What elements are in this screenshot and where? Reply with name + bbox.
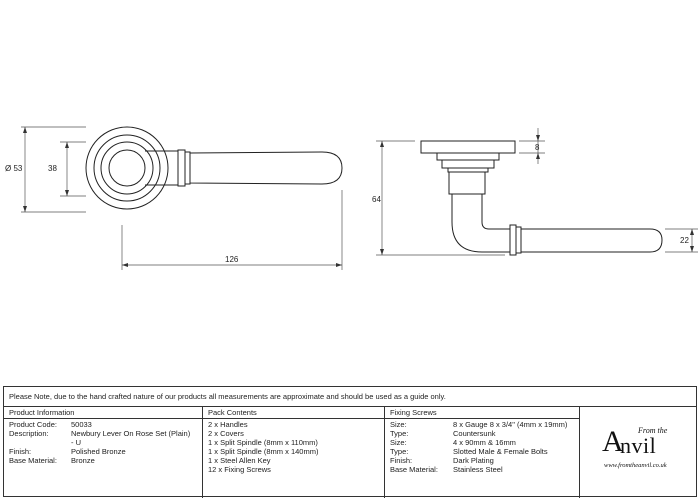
fixing-screws	[385, 407, 580, 498]
pack-item: 1 x Split Spindle (8mm x 140mm)	[208, 447, 319, 456]
spec-sheet	[3, 386, 697, 497]
fixing-row-label: Size:	[390, 438, 407, 447]
logo-word: nvil	[620, 433, 657, 458]
fixing-row-label: Size:	[390, 420, 407, 429]
product-row-label: Base Material:	[9, 456, 57, 465]
product-row-value: 50033	[71, 420, 92, 429]
dim-lever-height: 22	[680, 236, 689, 245]
pack-item: 12 x Fixing Screws	[208, 465, 271, 474]
pack-item: 1 x Split Spindle (8mm x 110mm)	[208, 438, 318, 447]
side-collar-ring	[516, 227, 521, 253]
logo-url: www.fromtheanvil.co.uk	[604, 462, 667, 469]
fixing-row	[390, 466, 579, 475]
side-view	[421, 141, 662, 255]
pack-item: 2 x Covers	[208, 429, 244, 438]
product-information	[4, 407, 203, 498]
product-row-value: Polished Bronze	[71, 447, 126, 456]
brand-logo-panel	[580, 407, 696, 498]
anvil-logo	[580, 421, 696, 481]
fixing-row-value: Stainless Steel	[453, 465, 503, 474]
dim-rose-diameter: Ø 53	[5, 164, 23, 173]
rose-mid-ring	[94, 135, 160, 201]
fixing-row-value: Dark Plating	[453, 456, 494, 465]
front-view	[86, 127, 342, 209]
dim-lever-length: 126	[225, 255, 239, 264]
neck-ring-small	[448, 168, 488, 172]
product-row-value: Bronze	[71, 456, 95, 465]
side-lever-handle	[521, 229, 662, 252]
product-row	[9, 457, 202, 466]
neck-ring	[442, 160, 494, 168]
rose-plate	[421, 141, 515, 153]
measurement-note: Please Note, due to the hand crafted nature of our products all measurements are approximate and should be used as a guide only.	[4, 387, 696, 407]
product-row-label: Product Code:	[9, 420, 57, 429]
fixing-row-value: Slotted Male & Female Bolts	[453, 447, 548, 456]
shank-upper	[449, 172, 485, 194]
product-row-value: Newbury Lever On Rose Set (Plain)	[71, 429, 191, 438]
side-collar	[510, 225, 516, 255]
pack-item: 2 x Handles	[208, 420, 248, 429]
pack-contents	[203, 407, 385, 498]
fixing-row-label: Type:	[390, 429, 409, 438]
fixing-row-label: Type:	[390, 447, 409, 456]
fixing-row-value: Countersunk	[453, 429, 496, 438]
product-row-label: Finish:	[9, 447, 32, 456]
pack-contents-heading: Pack Contents	[203, 407, 384, 419]
product-row	[9, 430, 202, 439]
fixing-row-value: 4 x 90mm & 16mm	[453, 438, 516, 447]
fixing-row-value: 8 x Gauge 8 x 3/4" (4mm x 19mm)	[453, 420, 568, 429]
dimension-lines	[21, 127, 698, 270]
dim-rose-inner: 38	[48, 164, 57, 173]
rose-outer-ring	[86, 127, 168, 209]
shank-elbow	[452, 194, 510, 252]
dimension-arrows	[23, 127, 694, 267]
product-row-value: - U	[71, 438, 81, 447]
dim-projection: 64	[372, 195, 381, 204]
logo-from-the: From the	[638, 426, 668, 435]
fixing-row-label: Base Material:	[390, 465, 438, 474]
rose-boss-ring	[109, 150, 145, 186]
fixing-row-label: Finish:	[390, 456, 413, 465]
dim-rose-thickness: 8	[535, 143, 540, 152]
pack-item: 1 x Steel Allen Key	[208, 456, 271, 465]
product-info-heading: Product Information	[4, 407, 202, 419]
logo-letter: A	[602, 425, 624, 458]
fixing-screws-heading: Fixing Screws	[385, 407, 579, 419]
rose-step	[437, 153, 499, 160]
lever-collar-ring	[185, 152, 190, 184]
product-row-label: Description:	[9, 429, 49, 438]
lever-collar	[178, 150, 185, 186]
lever-handle	[190, 152, 342, 184]
